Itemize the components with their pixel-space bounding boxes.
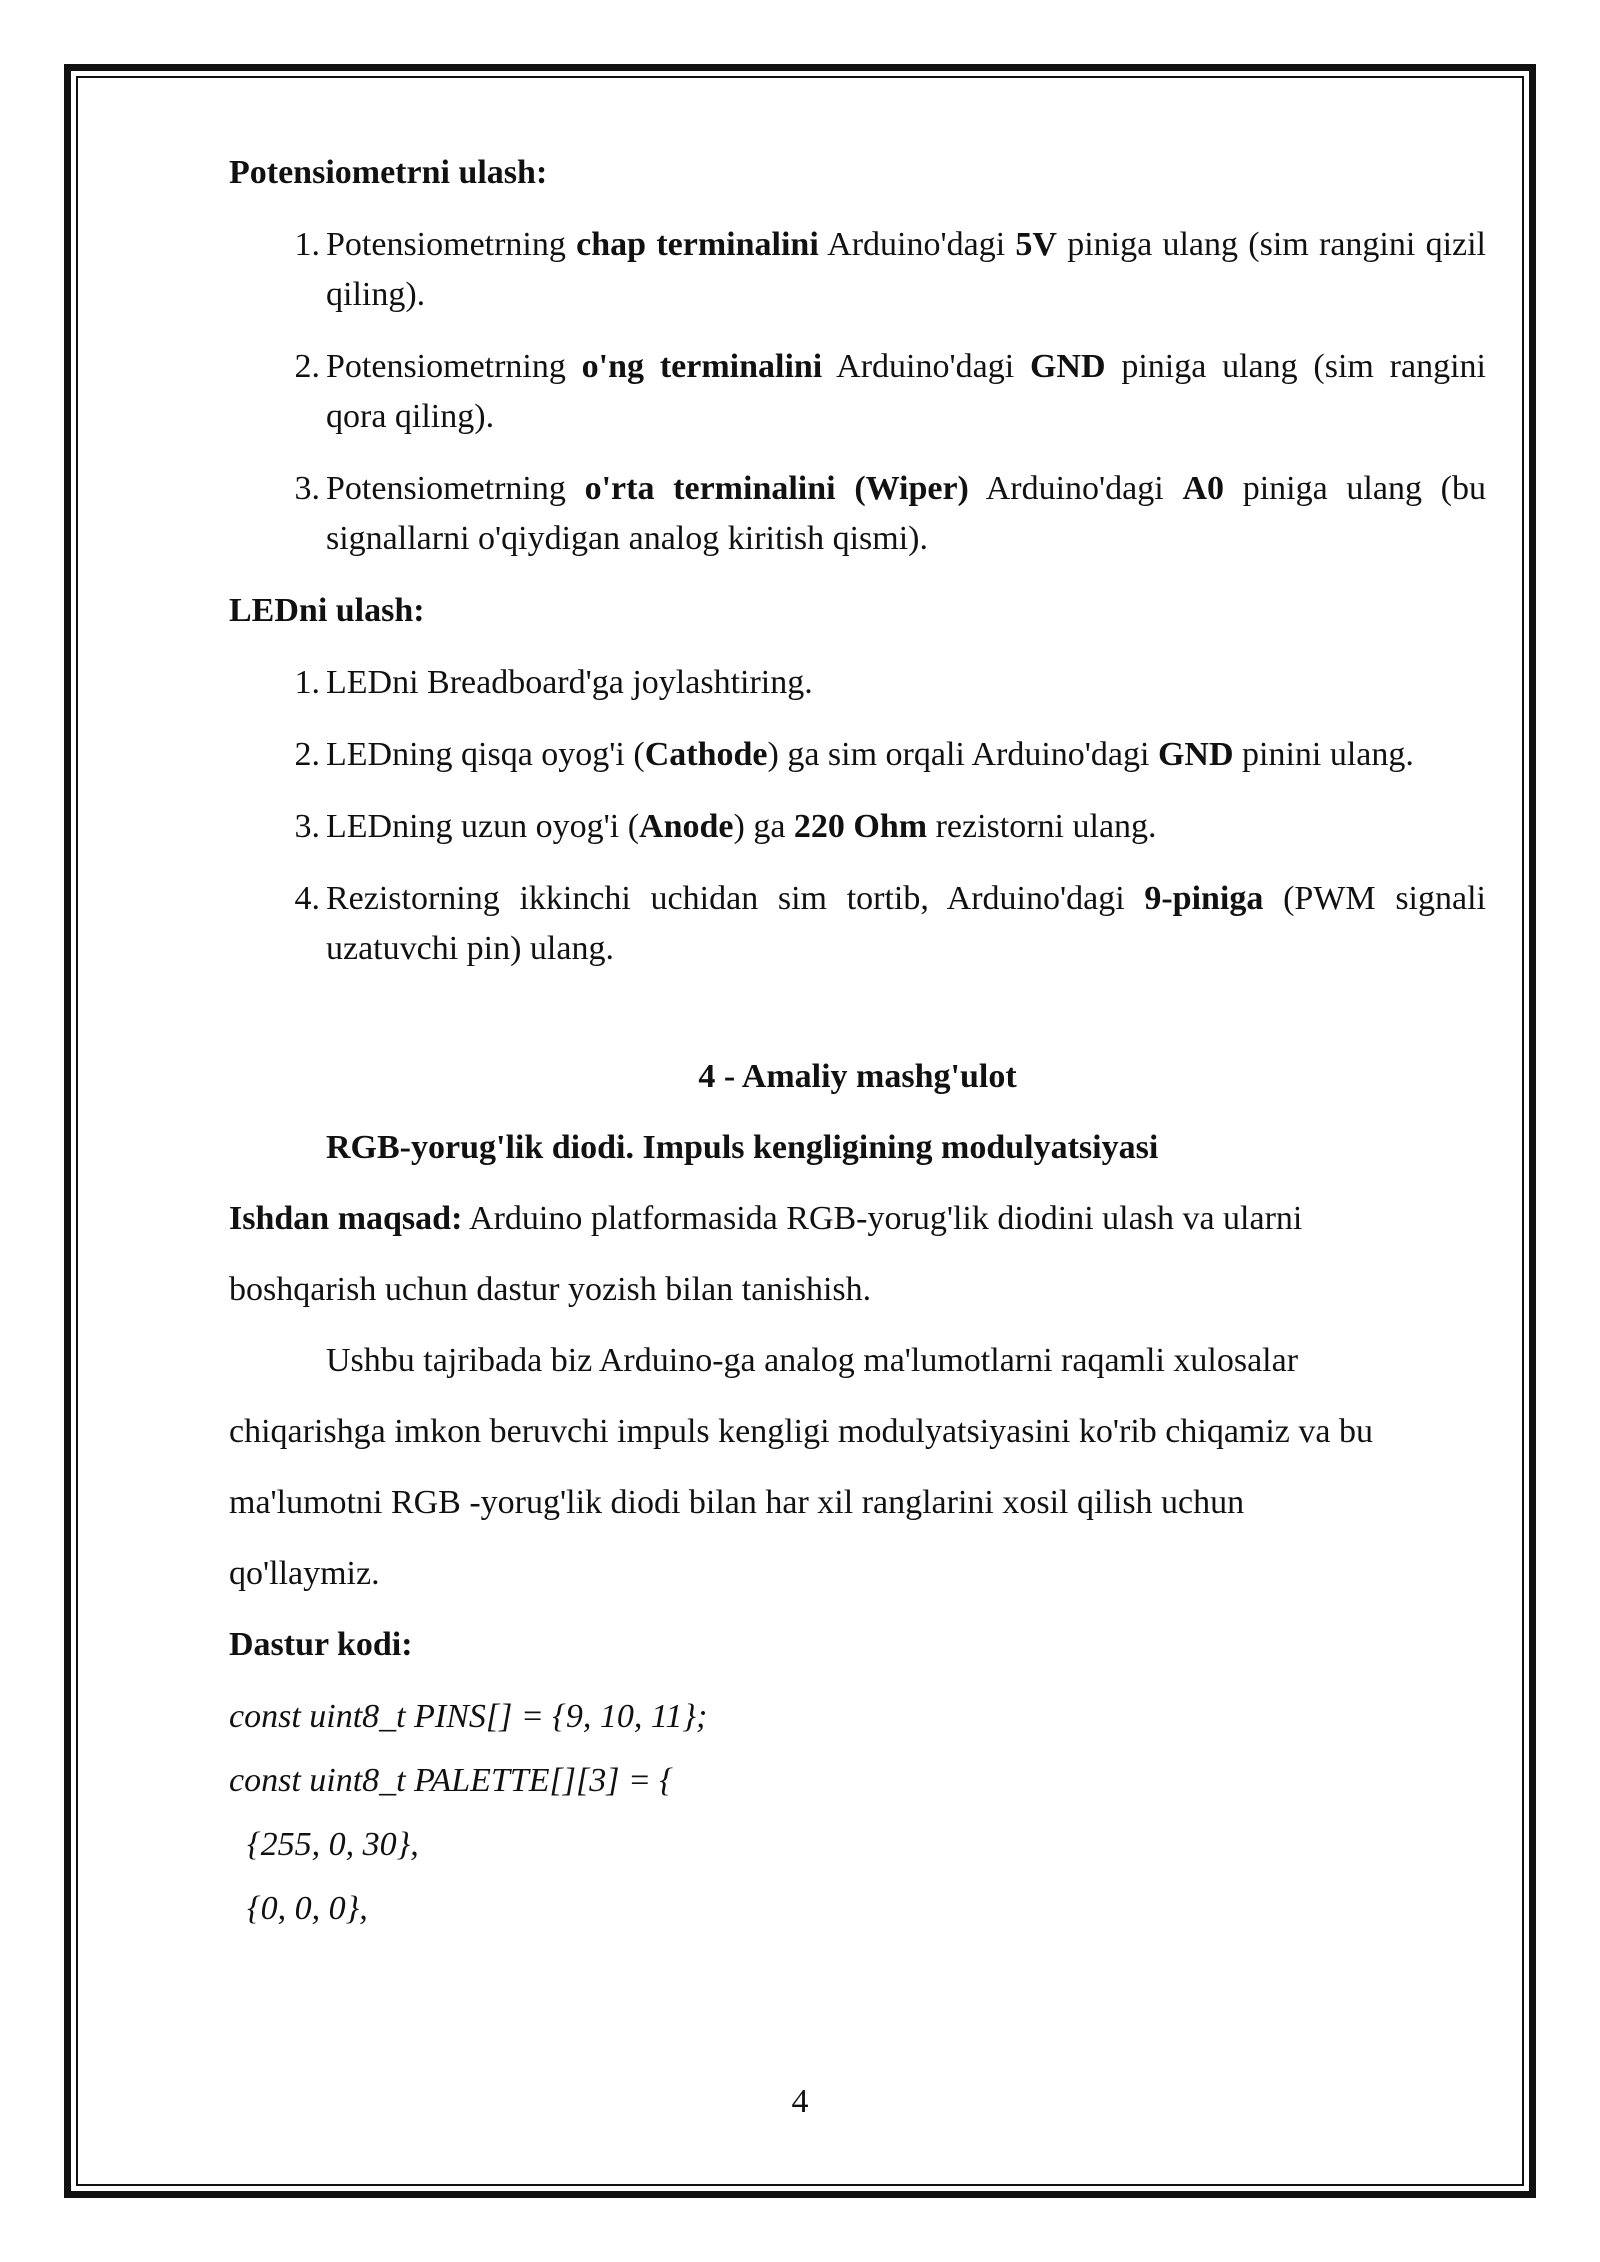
code-line: {255, 0, 30}, [247,1826,419,1863]
goal-paragraph [229,1194,1486,1244]
list-bold-text: 220 Ohm [793,808,928,845]
page-content [229,148,1486,1948]
list-bold-text: Anode [639,808,734,845]
goal-text: Arduino platformasida RGB-yorug'lik diodini ulash va ularni [462,1200,1303,1237]
list-text: (PWM signali uzatuvchi pin) ulang. [326,880,1486,967]
potentiometer-steps-list [229,220,1486,564]
section-heading-potentiometer: Potensiometrni ulash: [229,154,548,191]
list-text: LEDning qisqa oyog'i ( [326,736,645,773]
practice-subtitle: RGB-yorug'lik diodi. Impuls kengligining modulyatsiyasi [326,1129,1159,1166]
description-line-3: ma'lumotni RGB -yorug'lik diodi bilan har xil ranglarini xosil qilish uchun [229,1484,1245,1521]
list-number: 1. [294,664,320,701]
list-text: pinini ulang. [1233,736,1414,773]
list-item [229,464,1486,564]
list-item [229,342,1486,442]
goal-label: Ishdan maqsad: [229,1200,463,1237]
list-text: ) ga [733,808,794,845]
list-bold-text: GND [1029,348,1106,385]
section-heading-led: LEDni ulash: [229,592,425,629]
list-item [229,658,1486,708]
list-text: piniga ulang (bu signallarni o'qiydigan analog kiritish qismi). [326,470,1486,557]
list-bold-text: GND [1157,736,1234,773]
list-bold-text: 9-piniga [1144,880,1264,917]
list-text: LEDning uzun oyog'i ( [326,808,640,845]
list-text: Potensiometrning [326,226,577,263]
list-bold-text: o'ng terminalini [581,348,823,385]
code-heading: Dastur kodi: [229,1626,413,1663]
list-text: Potensiometrning [326,470,585,507]
practice-title: 4 - Amaliy mashg'ulot [698,1058,1017,1095]
list-text: Arduino'dagi [968,470,1183,507]
led-steps-list [229,658,1486,974]
list-bold-text: 5V [1015,226,1057,263]
list-number: 3. [294,470,320,507]
list-item [229,802,1486,852]
list-bold-text: o'rta terminalini (Wiper) [584,470,969,507]
description-line-4: qo'llaymiz. [229,1555,380,1592]
list-text: rezistorni ulang. [927,808,1157,845]
list-text: piniga ulang (sim rangini qora qiling). [326,348,1486,435]
list-text: Rezistorning ikkinchi uchidan sim tortib, Arduino'dagi [326,880,1145,917]
list-item [229,874,1486,974]
list-text: piniga ulang (sim rangini qizil qiling). [326,226,1486,313]
list-text: Arduino'dagi [818,226,1016,263]
list-bold-text: Cathode [644,736,768,773]
page-number: 4 [791,2083,809,2120]
list-text: LEDni Breadboard'ga joylashtiring. [326,664,813,701]
list-number: 4. [294,880,320,917]
list-text: Potensiometrning [326,348,582,385]
code-line: const uint8_t PINS[] = {9, 10, 11}; [229,1698,708,1735]
goal-paragraph-continued: boshqarish uchun dastur yozish bilan tanishish. [229,1271,872,1308]
list-number: 2. [294,736,320,773]
list-number: 1. [294,226,320,263]
list-number: 3. [294,808,320,845]
description-line-2: chiqarishga imkon beruvchi impuls kengligi modulyatsiyasini ko'rib chiqamiz va bu [229,1413,1373,1450]
list-text: Arduino'dagi [822,348,1030,385]
list-item [229,730,1486,780]
list-bold-text: chap terminalini [576,226,819,263]
list-item [229,220,1486,320]
list-text: ) ga sim orqali Arduino'dagi [767,736,1158,773]
description-line-1: Ushbu tajribada biz Arduino-ga analog ma'lumotlarni raqamli xulosalar [326,1342,1299,1379]
list-number: 2. [294,348,320,385]
list-bold-text: A0 [1182,470,1224,507]
code-line: {0, 0, 0}, [247,1890,368,1927]
code-line: const uint8_t PALETTE[][3] = { [229,1762,673,1799]
